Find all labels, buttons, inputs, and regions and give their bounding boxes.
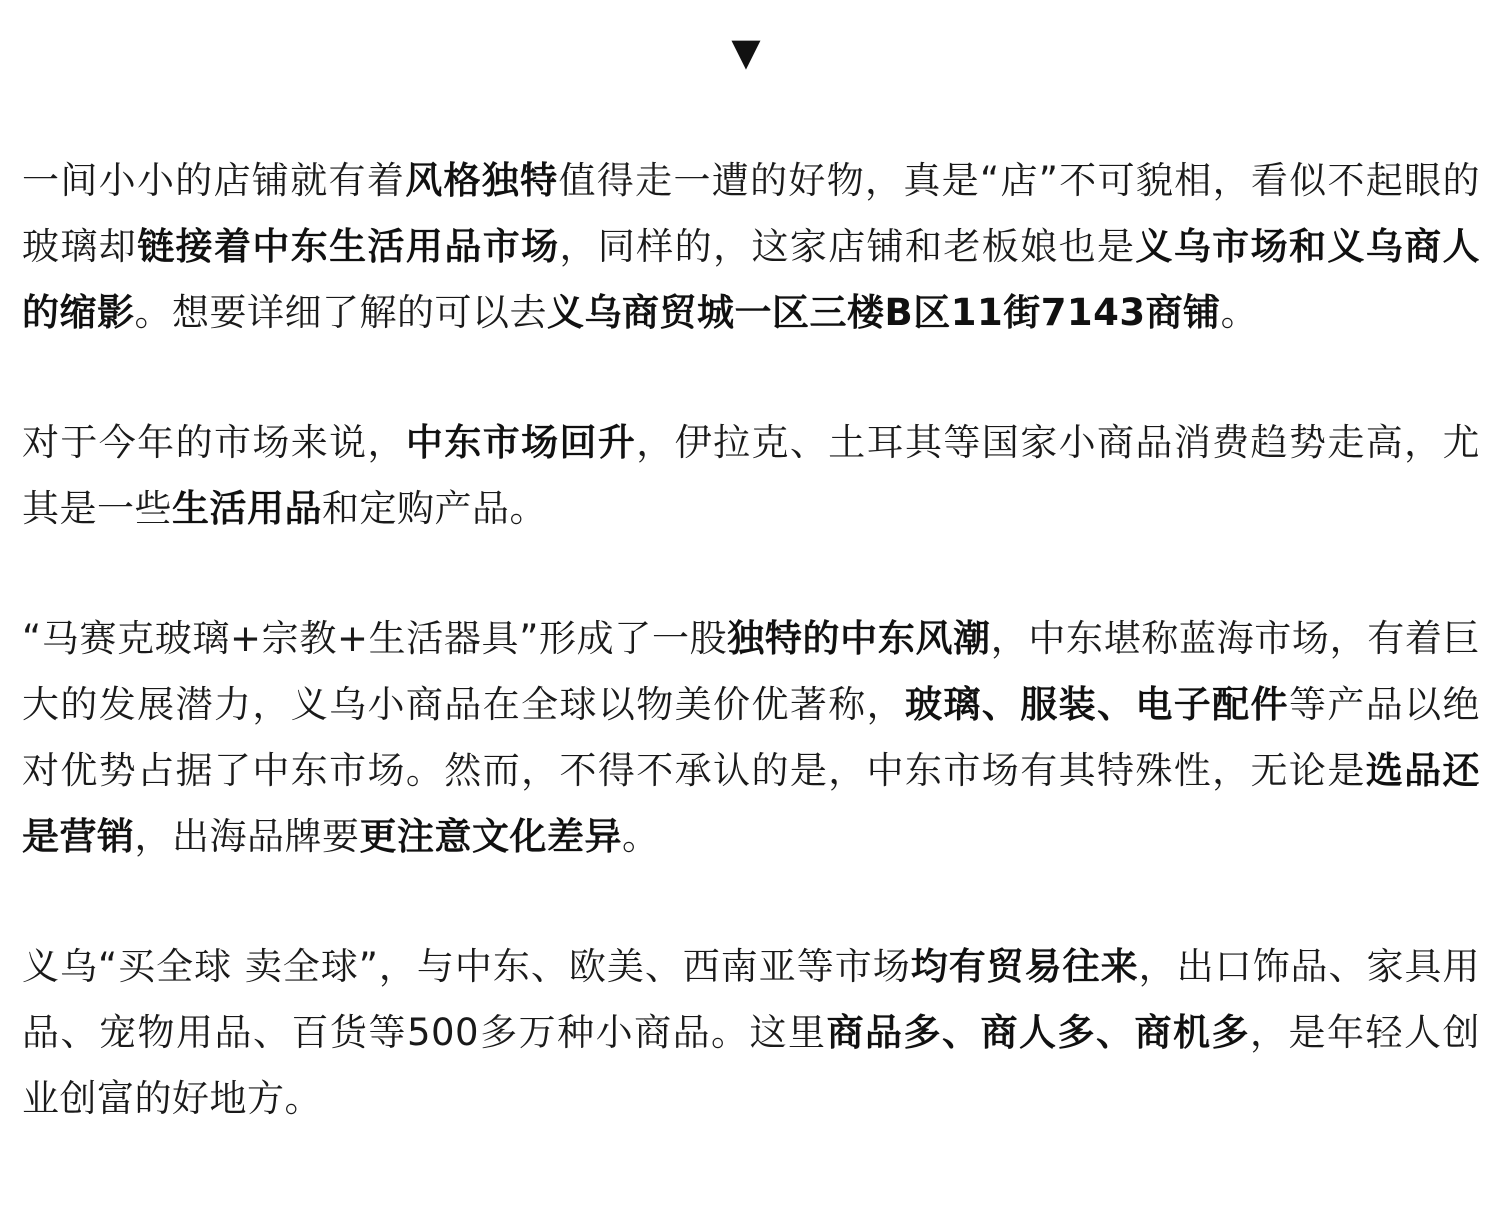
bold-text-run: 玻璃、服装、电子配件 bbox=[905, 683, 1289, 726]
bold-text-run: 独特的中东风潮 bbox=[727, 617, 991, 660]
bold-text-run: 义乌商贸城一区三楼B区11街7143商铺 bbox=[547, 291, 1221, 334]
article-body bbox=[22, 148, 1480, 1132]
text-run: ，出海品牌要 bbox=[134, 815, 360, 858]
text-run: 对于今年的市场来说， bbox=[22, 421, 406, 464]
text-run: ，中东堪称蓝海市场，有着巨大的发展潜力，义乌小商品在全球以物美价优著称， bbox=[22, 617, 1481, 726]
text-run: 。想要详细了解的可以去 bbox=[134, 291, 547, 334]
down-triangle-icon: ▼ bbox=[731, 30, 761, 74]
paragraph bbox=[22, 606, 1480, 870]
bold-text-run: 义乌市场和义乌商人的缩影 bbox=[22, 225, 1481, 334]
paragraph bbox=[22, 148, 1480, 346]
text-run: ，伊拉克、土耳其等国家小商品消费趋势走高，尤其是一些 bbox=[22, 421, 1481, 530]
bold-text-run: 选品还是营销 bbox=[22, 749, 1481, 858]
text-run: ，同样的，这家店铺和老板娘也是 bbox=[559, 225, 1136, 268]
bold-text-run: 生活用品 bbox=[172, 487, 322, 530]
paragraph bbox=[22, 410, 1480, 542]
text-run: 值得走一遭的好物，真是“店”不可貌相，看似不起眼的玻璃却 bbox=[22, 159, 1480, 268]
text-run: 一间小小的店铺就有着 bbox=[22, 159, 406, 202]
bold-text-run: 商品多、商人多、商机多 bbox=[826, 1011, 1251, 1054]
text-run: 和定购产品。 bbox=[322, 487, 547, 530]
bold-text-run: 更注意文化差异 bbox=[359, 815, 622, 858]
text-run: 。 bbox=[1220, 291, 1259, 334]
text-run: 义乌“买全球 卖全球”，与中东、欧美、西南亚等市场 bbox=[22, 945, 911, 988]
text-run: “马赛克玻璃+宗教+生活器具”形成了一股 bbox=[22, 617, 728, 660]
bold-text-run: 中东市场回升 bbox=[405, 421, 637, 464]
bold-text-run: 风格独特 bbox=[405, 159, 559, 202]
bold-text-run: 均有贸易往来 bbox=[910, 945, 1139, 988]
paragraph bbox=[22, 934, 1480, 1132]
text-run: 。 bbox=[622, 815, 660, 858]
bold-text-run: 链接着中东生活用品市场 bbox=[137, 225, 560, 268]
text-run: ，是年轻人创业创富的好地方。 bbox=[22, 1011, 1481, 1120]
text-run: ，出口饰品、家具用品、宠物用品、百货等500多万种小商品。这里 bbox=[22, 945, 1480, 1054]
text-run: 等产品以绝对优势占据了中东市场。然而，不得不承认的是，中东市场有其特殊性，无论是 bbox=[22, 683, 1481, 792]
